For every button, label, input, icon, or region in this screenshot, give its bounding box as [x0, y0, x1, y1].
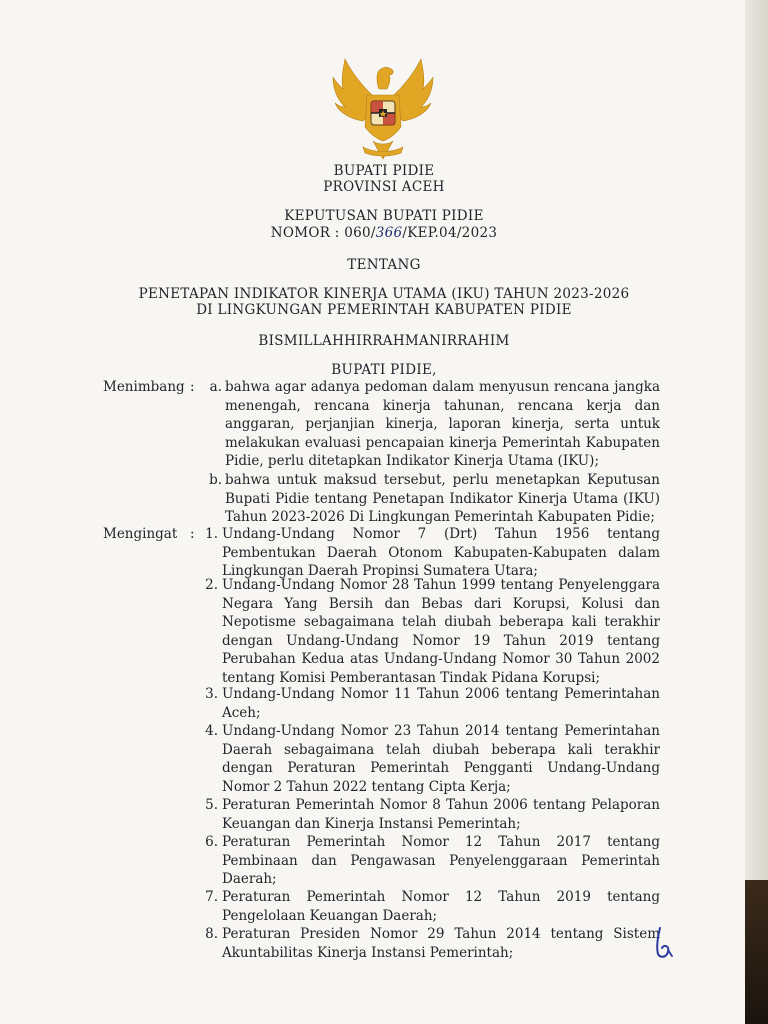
item-number: 2. — [205, 577, 218, 593]
item-line: anggaran, perjanjian kinerja, laporan kinerja, serta untuk — [225, 416, 660, 432]
item-line: Pidie, perlu ditetapkan Indikator Kinerja Utama (IKU); — [225, 453, 599, 469]
item-number: 1. — [205, 526, 218, 542]
item-number: 3. — [205, 686, 218, 702]
menimbang-label: Menimbang — [103, 379, 185, 395]
item-number: b. — [209, 472, 222, 488]
subject-line-1: PENETAPAN INDIKATOR KINERJA UTAMA (IKU) TAHUN 2023-2026 — [138, 286, 630, 302]
item-line: Daerah sebagaimana telah diubah beberapa kali terakhir — [222, 741, 660, 758]
subject-line-2: DI LINGKUNGAN PEMERINTAH KABUPATEN PIDIE — [196, 302, 572, 318]
item-line: Daerah; — [222, 871, 277, 887]
item-number: 5. — [205, 797, 218, 813]
item-line: Peraturan Pemerintah Nomor 12 Tahun 2017 tentang — [222, 834, 660, 850]
item-line: Undang-Undang Nomor 11 Tahun 2006 tentang Pemerintahan — [222, 686, 660, 702]
item-line: Undang-Undang Nomor 7 (Drt) Tahun 1956 tentang — [222, 526, 660, 542]
decree-number-handwritten: 366 — [375, 225, 403, 241]
item-line: melakukan evaluasi pencapaian kinerja Pemerintah Kabupaten — [225, 434, 660, 451]
item-line: tentang Komisi Pemberantasan Tindak Pidana Korupsi; — [222, 669, 600, 686]
bismillah: BISMILLAHHIRRAHMANIRRAHIM — [258, 333, 510, 349]
item-line: Undang-Undang Nomor 28 Tahun 1999 tentang Penyelenggara — [222, 577, 660, 593]
item-line: Pengelolaan Keuangan Daerah; — [222, 907, 438, 924]
decree-number — [0, 225, 768, 241]
decree-title: KEPUTUSAN BUPATI PIDIE — [284, 208, 484, 224]
mengingat-label: Mengingat — [103, 526, 178, 542]
item-line: Pembinaan dan Pengawasan Penyelenggaraan Pemerintah — [222, 852, 660, 869]
item-line: Peraturan Pemerintah Nomor 12 Tahun 2019 tentang — [222, 889, 660, 905]
item-line: dengan Peraturan Pemerintah Pengganti Undang-Undang — [222, 760, 660, 776]
garuda-emblem-icon — [329, 55, 437, 163]
item-line: bahwa agar adanya pedoman dalam menyusun rencana jangka — [225, 379, 660, 395]
item-line: Pembentukan Daerah Otonom Kabupaten-Kabupaten dalam — [222, 544, 660, 561]
item-line: Negara Yang Bersih dan Bebas dari Korupsi, Kolusi dan — [222, 595, 660, 612]
item-number: 6. — [205, 834, 218, 850]
office-name: BUPATI PIDIE — [333, 163, 435, 179]
item-number: a. — [209, 379, 222, 395]
item-line: Akuntabilitas Kinerja Instansi Pemerintah; — [222, 944, 514, 961]
item-line: Bupati Pidie tentang Penetapan Indikator Kinerja Utama (IKU) — [225, 490, 660, 507]
item-line: Keuangan dan Kinerja Instansi Pemerintah; — [222, 815, 521, 832]
about-heading: TENTANG — [347, 257, 421, 273]
item-line: Aceh; — [222, 704, 261, 721]
issuer: BUPATI PIDIE, — [331, 362, 437, 378]
item-line: menengah, rencana kinerja tahunan, rencana kerja dan — [225, 397, 660, 414]
handwritten-initial-icon — [652, 926, 678, 960]
mengingat-colon: : — [190, 526, 195, 542]
item-line: Nomor 2 Tahun 2022 tentang Cipta Kerja; — [222, 778, 511, 795]
item-line: Lingkungan Daerah Propinsi Sumatera Utara; — [222, 563, 538, 579]
item-line: bahwa untuk maksud tersebut, perlu menetapkan Keputusan — [225, 472, 660, 488]
province-name: PROVINSI ACEH — [323, 179, 445, 195]
page-edge-shadow — [745, 0, 768, 1024]
item-number: 8. — [205, 926, 218, 942]
item-line: Peraturan Presiden Nomor 29 Tahun 2014 tentang Sistem — [222, 926, 660, 942]
item-line: Perubahan Kedua atas Undang-Undang Nomor 30 Tahun 2002 — [222, 651, 660, 667]
decree-number-prefix: NOMOR : 060/ — [270, 225, 376, 241]
item-line: Undang-Undang Nomor 23 Tahun 2014 tentang Pemerintahan — [222, 723, 660, 739]
item-line: Peraturan Pemerintah Nomor 8 Tahun 2006 tentang Pelaporan — [222, 797, 660, 813]
item-line: Nepotisme sebagaimana telah diubah beberapa kali terakhir — [222, 614, 660, 630]
item-number: 7. — [205, 889, 218, 905]
item-line: dengan Undang-Undang Nomor 19 Tahun 2019 tentang — [222, 632, 660, 649]
menimbang-colon: : — [190, 379, 195, 395]
item-line: Tahun 2023-2026 Di Lingkungan Pemerintah Kabupaten Pidie; — [225, 509, 655, 525]
decree-number-suffix: /KEP.04/2023 — [402, 225, 498, 241]
item-number: 4. — [205, 723, 218, 739]
